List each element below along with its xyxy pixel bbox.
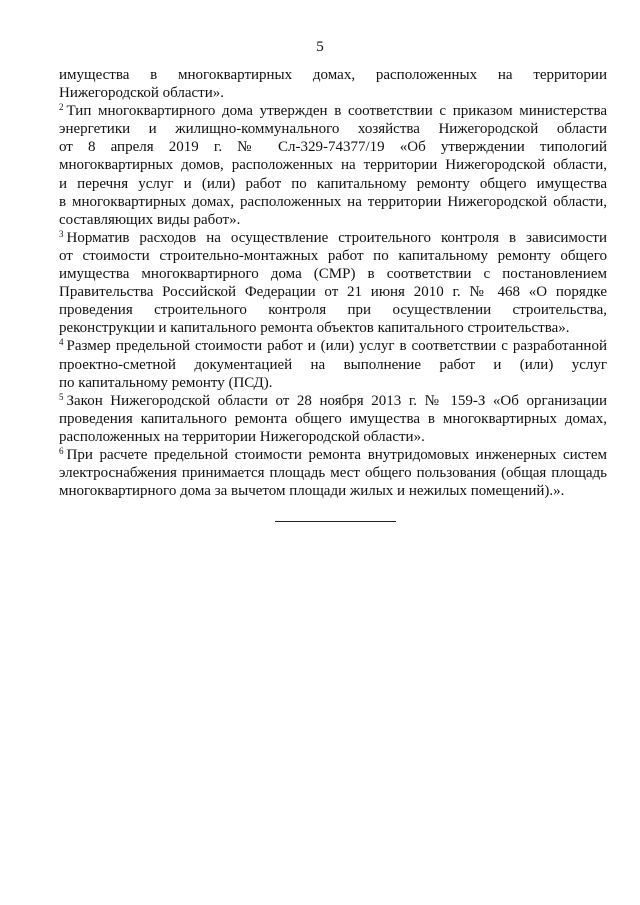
footnotes-block xyxy=(59,66,607,500)
footnote-line xyxy=(59,229,607,247)
footnote-line: электроснабжения принимается площадь мест общего пользования (общая площадь xyxy=(59,465,607,482)
footnote-5 xyxy=(59,392,607,446)
footnote-line: проведения строительного контроля при осуществлении строительства, xyxy=(59,302,607,319)
footnote-3 xyxy=(59,229,607,338)
footnote-mark: 3 xyxy=(59,228,64,239)
page-number: 5 xyxy=(316,39,324,55)
footnote-line xyxy=(59,337,607,355)
footnote-line: Нижегородской области». xyxy=(59,85,225,102)
footnote-line: многоквартирных домов, расположенных на территории Нижегородской области, xyxy=(59,157,607,174)
end-separator-line xyxy=(275,521,396,522)
footnote-mark: 5 xyxy=(59,391,64,402)
footnote-mark: 2 xyxy=(59,102,64,113)
footnote-line: и перечня услуг и (или) работ по капитальному ремонту общего имущества xyxy=(59,175,607,192)
footnote-2 xyxy=(59,102,607,229)
footnote-line: имущества многоквартирного дома (СМР) в соответствии с постановлением xyxy=(59,266,607,283)
footnote-line: многоквартирного дома за вычетом площади жилых и нежилых помещений).». xyxy=(59,483,565,500)
footnote-line: от 8 апреля 2019 г. № Сл-329-74377/19 «Об утверждении типологий xyxy=(59,139,607,156)
footnote-line: расположенных на территории Нижегородской области». xyxy=(59,428,425,445)
footnote-4 xyxy=(59,337,607,391)
footnote-line-text: Тип многоквартирного дома утвержден в соответствии с приказом министерства xyxy=(66,103,607,120)
footnote-line: по капитальному ремонту (ПСД). xyxy=(59,374,273,391)
footnote-line-text: Норматив расходов на осуществление строительного контроля в зависимости xyxy=(66,229,607,246)
footnote-line xyxy=(59,446,607,464)
footnote-line: в многоквартирных домах, расположенных на территории Нижегородской области, xyxy=(59,193,607,210)
footnote-line-text: Размер предельной стоимости работ и (или) услуг в соответствии с разработанной xyxy=(66,338,607,355)
footnote-line xyxy=(59,392,607,410)
footnote-line: от стоимости строительно-монтажных работ по капитальному ремонту общего xyxy=(59,247,607,264)
footnote-line-text: Закон Нижегородской области от 28 ноября 2013 г. № 159-З «Об организации xyxy=(66,392,607,409)
footnote-line: проведения капитального ремонта общего имущества в многоквартирных домах, xyxy=(59,410,607,427)
footnote-line: реконструкции и капитального ремонта объектов капитального строительства». xyxy=(59,320,570,337)
footnote-6 xyxy=(59,446,607,500)
footnote-mark: 4 xyxy=(59,337,64,348)
footnote-line-text: При расчете предельной стоимости ремонта внутридомовых инженерных систем xyxy=(66,446,607,463)
footnote-continuation xyxy=(59,66,607,102)
footnote-mark: 6 xyxy=(59,445,64,456)
footnote-line: Правительства Российской Федерации от 21 июня 2010 г. № 468 «О порядке xyxy=(59,284,607,301)
footnote-line: проектно-сметной документацией на выполнение работ и (или) услуг xyxy=(59,356,607,373)
footnote-line: имущества в многоквартирных домах, расположенных на территории xyxy=(59,67,607,83)
footnote-line xyxy=(59,102,607,120)
footnote-line: составляющих виды работ». xyxy=(59,211,241,228)
footnote-line: энергетики и жилищно-коммунального хозяйства Нижегородской области xyxy=(59,121,607,138)
